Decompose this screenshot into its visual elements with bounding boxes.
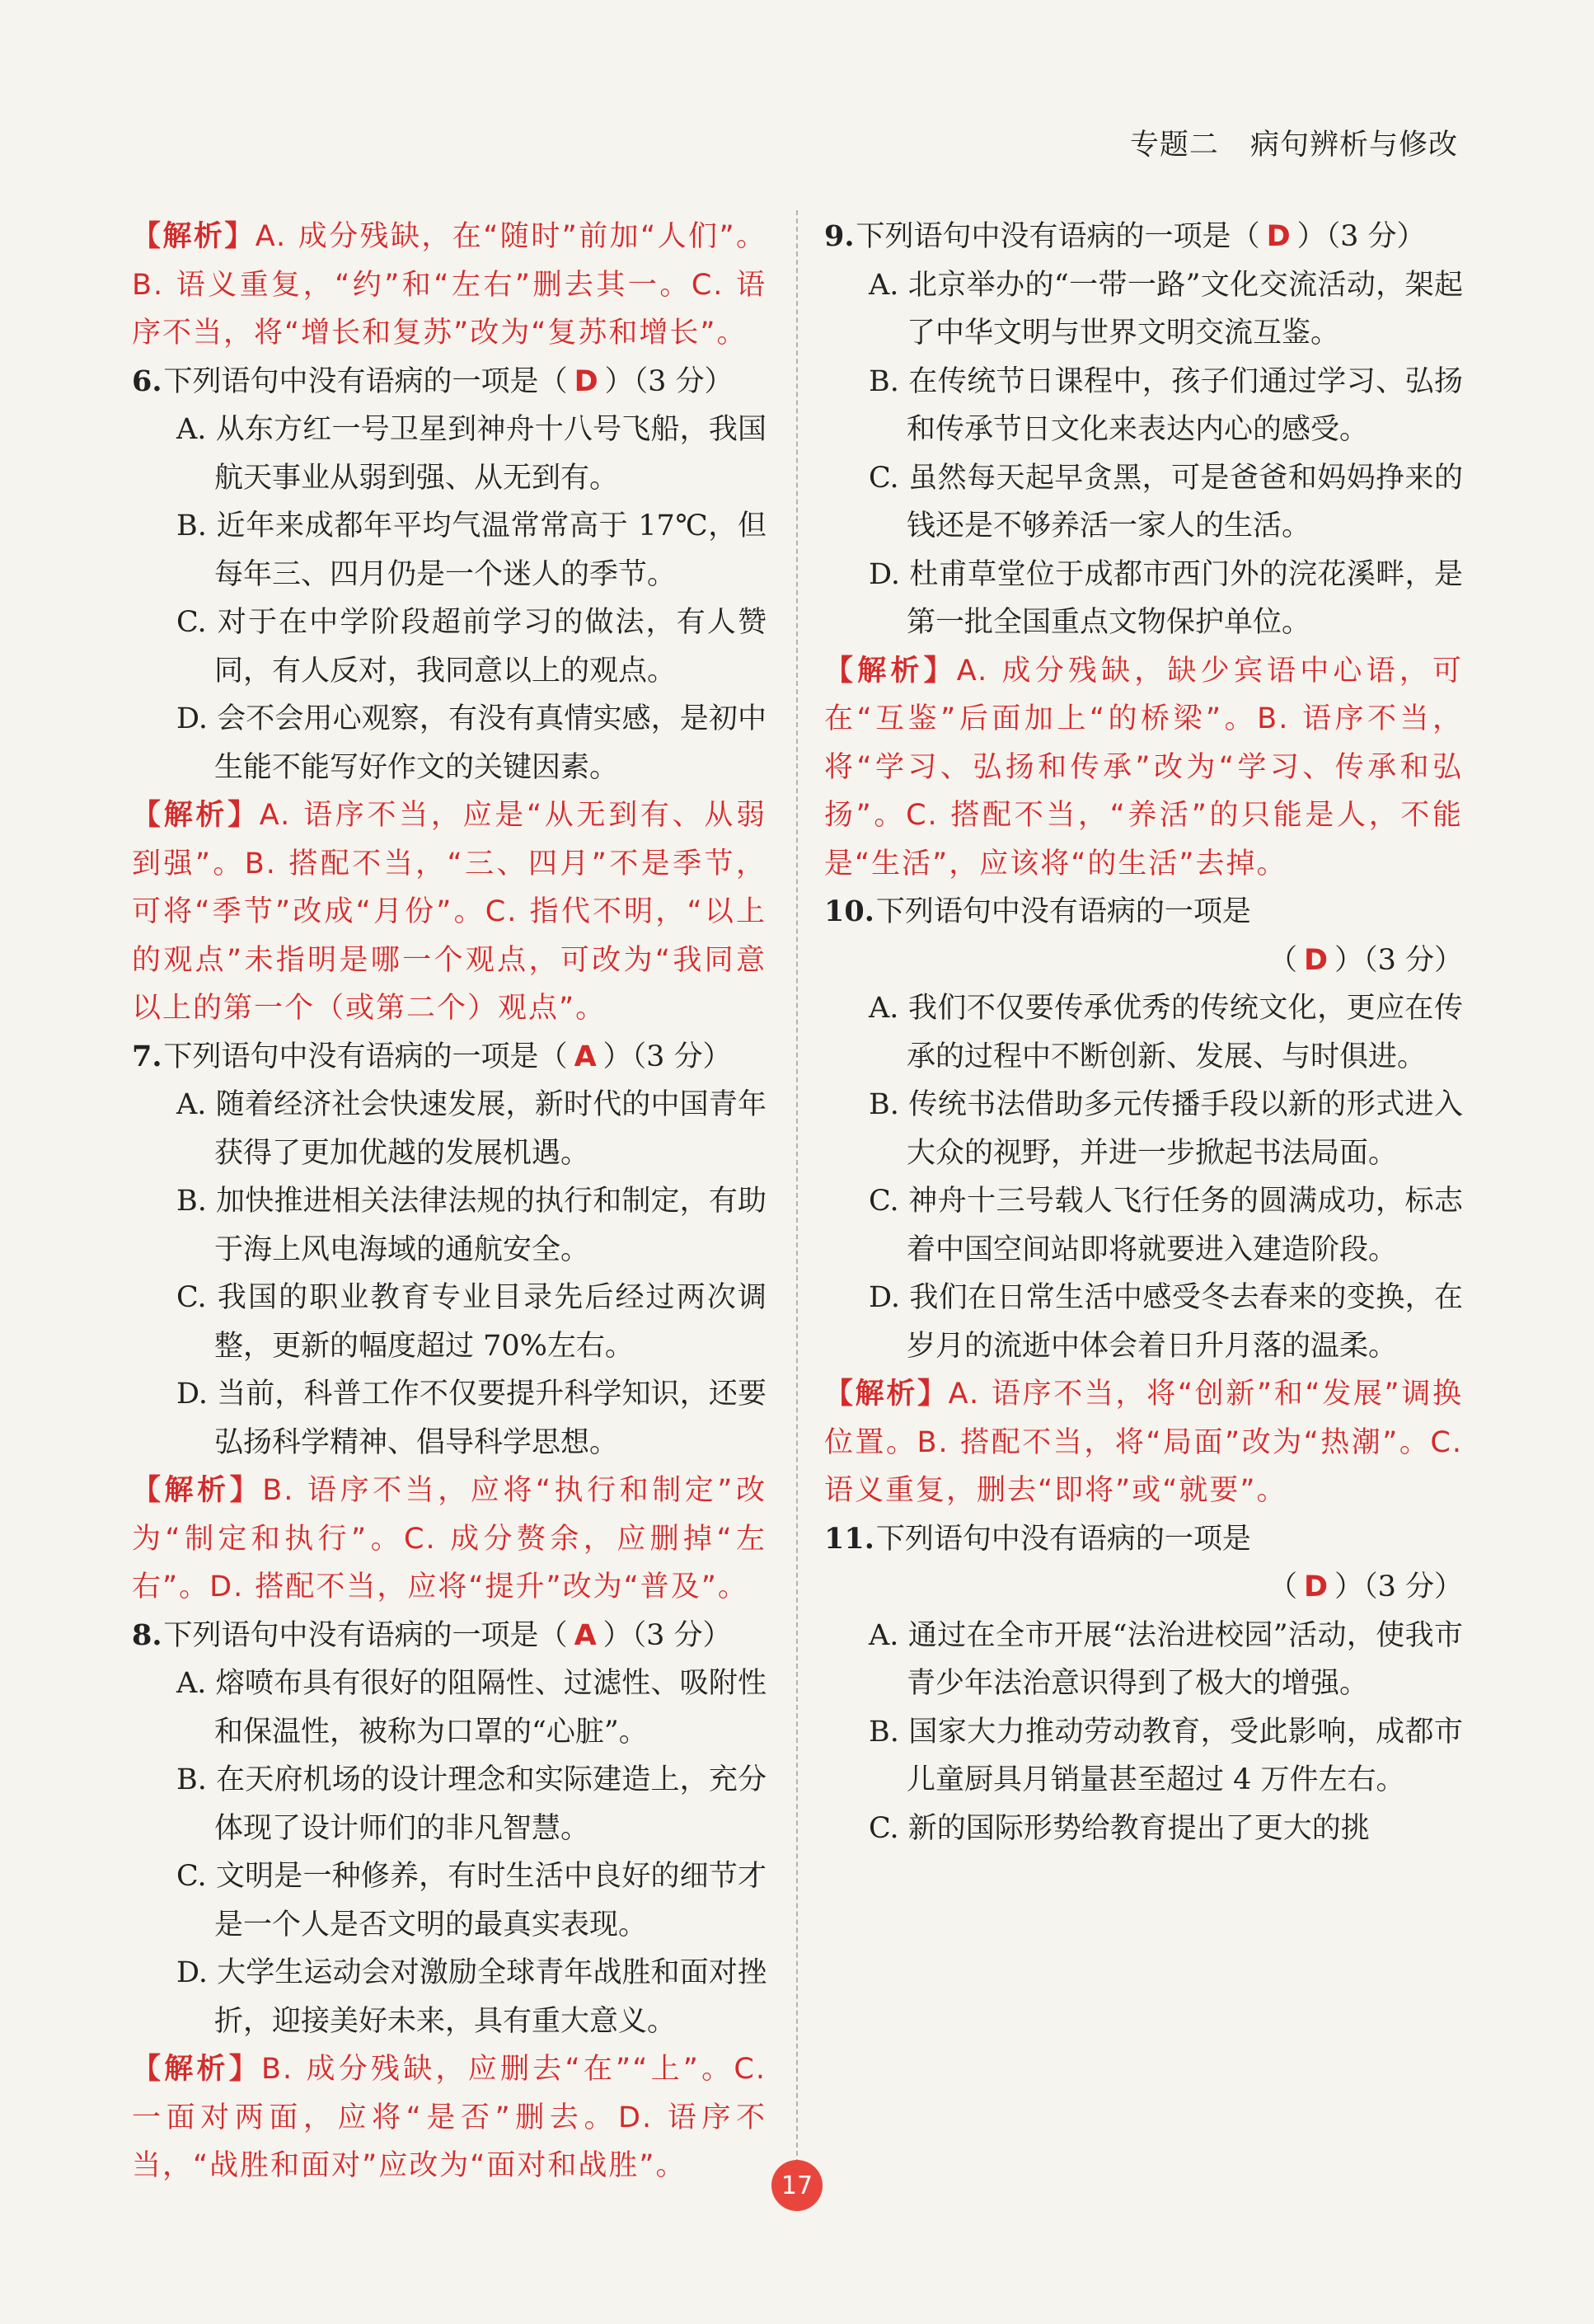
option-b: B. 在传统节日课程中，孩子们通过学习、弘扬和传承节日文化来表达内心的感受。	[869, 364, 1463, 446]
analysis: 【解析】B. 语序不当，应将“执行和制定”改为“制定和执行”。C. 成分赘余，应删掉“左右”。D. 搭配不当，应将“提升”改为“普及”。	[132, 1474, 767, 1603]
question-number: 9.	[824, 219, 855, 253]
question-number: 7.	[132, 1039, 162, 1073]
question-stem	[824, 888, 1463, 937]
stem-text: 下列语句中没有语病的一项是（	[163, 1618, 568, 1652]
column-divider	[796, 210, 798, 2172]
question-number: 10.	[824, 894, 874, 928]
option-c: C. 虽然每天起早贪黑，可是爸爸和妈妈挣来的钱还是不够养活一家人的生活。	[869, 461, 1463, 542]
stem-text: 下列语句中没有语病的一项是	[875, 895, 1251, 928]
analysis-tag: 【解析】	[132, 1474, 263, 1507]
left-column	[132, 213, 767, 2190]
analysis-tag: 【解析】	[132, 220, 256, 253]
analysis: 【解析】A. 语序不当，应是“从无到有、从弱到强”。B. 搭配不当，“三、四月”不是季节，可将“季节”改成“月份”。C. 指代不明，“以上的观点”未指明是哪一个观点，可改为“我同意以上的第一个（或第二个）观点”。	[132, 799, 767, 1025]
option-c: C. 神舟十三号载人飞行任务的圆满成功，标志着中国空间站即将就要进入建造阶段。	[869, 1185, 1463, 1266]
right-column	[824, 213, 1463, 1852]
option-a: A. 熔喷布具有很好的阻隔性、过滤性、吸附性和保温性，被称为口罩的“心脏”。	[176, 1667, 767, 1749]
option-a: A. 从东方红一号卫星到神舟十八号飞船，我国航天事业从弱到强、从无到有。	[176, 413, 767, 495]
analysis: 【解析】A. 成分残缺，缺少宾语中心语，可在“互鉴”后面加上“的桥梁”。B. 语序不当，将“学习、弘扬和传承”改为“学习、传承和弘扬”。C. 搭配不当，“养活”的只能是人，不能是“生活”，应该将“的生活”去掉。	[824, 654, 1463, 880]
analysis: 【解析】A. 语序不当，将“创新”和“发展”调换位置。B. 搭配不当，将“局面”改为“热潮”。C. 语义重复，删去“即将”或“就要”。	[824, 1378, 1463, 1507]
option-d: D. 杜甫草堂位于成都市西门外的浣花溪畔，是第一批全国重点文物保护单位。	[869, 557, 1463, 639]
score-open: （	[1268, 1570, 1298, 1603]
option-a: A. 随着经济社会快速发展，新时代的中国青年获得了更加优越的发展机遇。	[176, 1088, 767, 1170]
analysis-tag: 【解析】	[824, 654, 957, 688]
page-header	[1130, 122, 1458, 163]
option-d: D. 会不会用心观察，有没有真情实感，是初中生能不能写好作文的关键因素。	[176, 702, 767, 784]
question-number: 8.	[132, 1617, 162, 1652]
question-stem	[132, 1612, 767, 1660]
question-number: 6.	[132, 364, 162, 398]
option-d: D. 大学生运动会对激励全球青年战胜和面对挫折，迎接美好未来，具有重大意义。	[176, 1956, 767, 2038]
answer-mark: A	[574, 1618, 597, 1652]
score-text: ）（3 分）	[1296, 220, 1426, 253]
analysis-tag: 【解析】	[132, 2053, 261, 2086]
option-a: A. 通过在全市开展“法治进校园”活动，使我市青少年法治意识得到了极大的增强。	[869, 1618, 1463, 1700]
header-topic: 专题二	[1129, 129, 1219, 162]
answer-mark: D	[1304, 943, 1329, 977]
option-c: C. 对于在中学阶段超前学习的做法，有人赞同，有人反对，我同意以上的观点。	[176, 606, 767, 688]
option-c: C. 新的国际形势给教育提出了更大的挑	[869, 1811, 1370, 1845]
option-c: C. 文明是一种修养，有时生活中良好的细节才是一个人是否文明的最真实表现。	[176, 1860, 767, 1941]
option-a: A. 我们不仅要传承优秀的传统文化，更应在传承的过程中不断创新、发展、与时俱进。	[869, 992, 1463, 1073]
question-8	[132, 1612, 767, 2190]
score-line	[824, 937, 1463, 985]
option-d: D. 当前，科普工作不仅要提升科学知识，还要弘扬科学精神、倡导科学思想。	[176, 1378, 767, 1459]
question-10	[824, 888, 1463, 1515]
question-11	[824, 1515, 1463, 1853]
score-line	[824, 1563, 1463, 1612]
option-d: D. 我们在日常生活中感受冬去春来的变换，在岁月的流逝中体会着日升月落的温柔。	[869, 1281, 1463, 1363]
stem-text: 下列语句中没有语病的一项是（	[163, 364, 568, 398]
option-b: B. 在天府机场的设计理念和实际建造上，充分体现了设计师们的非凡智慧。	[176, 1763, 767, 1845]
option-b: B. 加快推进相关法律法规的执行和制定，有助于海上风电海域的通航安全。	[176, 1185, 767, 1266]
score-text: ）（3 分）	[602, 1618, 732, 1652]
page-number: 17	[771, 2160, 823, 2211]
question-7	[132, 1033, 767, 1612]
score-text: ）（3 分）	[604, 364, 734, 398]
stem-text: 下列语句中没有语病的一项是（	[856, 220, 1260, 253]
stem-text: 下列语句中没有语病的一项是（	[163, 1040, 568, 1073]
score-text: ）（3 分）	[602, 1040, 732, 1073]
answer-mark: A	[574, 1040, 597, 1073]
question-stem	[824, 213, 1463, 261]
answer-mark: D	[1304, 1570, 1329, 1603]
question-stem	[824, 1515, 1463, 1564]
question-number: 11.	[824, 1521, 874, 1556]
option-a: A. 北京举办的“一带一路”文化交流活动，架起了中华文明与世界文明交流互鉴。	[869, 268, 1463, 350]
question-9	[824, 213, 1463, 888]
score-open: （	[1268, 943, 1298, 977]
option-b: B. 传统书法借助多元传播手段以新的形式进入大众的视野，并进一步掀起书法局面。	[869, 1088, 1463, 1170]
question-6	[132, 358, 767, 1033]
option-b: B. 国家大力推动劳动教育，受此影响，成都市儿童厨具月销量甚至超过 4 万件左右。	[869, 1715, 1463, 1796]
question-stem	[132, 1033, 767, 1082]
header-title: 病句辨析与修改	[1249, 129, 1458, 162]
score-text: ）（3 分）	[1334, 943, 1463, 977]
analysis-q5: 【解析】A. 成分残缺，在“随时”前加“人们”。B. 语义重复，“约”和“左右”删去其一。C. 语序不当，将“增长和复苏”改为“复苏和增长”。	[132, 220, 767, 350]
option-b: B. 近年来成都年平均气温常常高于 17℃，但每年三、四月仍是一个迷人的季节。	[176, 509, 767, 591]
analysis-tag: 【解析】	[132, 799, 260, 832]
analysis-tag: 【解析】	[824, 1378, 949, 1411]
answer-mark: D	[574, 364, 598, 398]
score-text: ）（3 分）	[1334, 1570, 1463, 1603]
stem-text: 下列语句中没有语病的一项是	[875, 1522, 1251, 1556]
question-stem	[132, 358, 767, 406]
option-c: C. 我国的职业教育专业目录先后经过两次调整，更新的幅度超过 70%左右。	[176, 1281, 767, 1363]
analysis: 【解析】B. 成分残缺，应删去“在”“上”。C. 一面对两面，应将“是否”删去。D. 语序不当，“战胜和面对”应改为“面对和战胜”。	[132, 2053, 767, 2182]
answer-mark: D	[1266, 220, 1291, 253]
